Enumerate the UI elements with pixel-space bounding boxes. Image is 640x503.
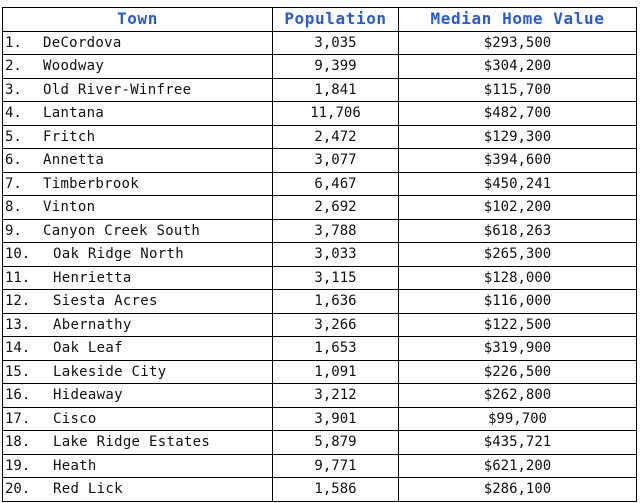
population-cell: 1,091 [273,360,399,384]
row-index: 6. [5,152,22,169]
table-row [3,196,637,220]
header-median-home-value: Median Home Value [399,8,637,32]
town-name: Canyon Creek South [43,222,201,239]
town-name: DeCordova [43,34,122,51]
table-header-row [3,8,637,32]
town-cell [3,478,273,502]
population-cell: 9,399 [273,55,399,79]
row-index: 13. [5,316,31,333]
population-cell: 1,586 [273,478,399,502]
town-name: Henrietta [53,269,132,286]
town-name: Fritch [43,128,96,145]
town-cell [3,196,273,220]
row-index: 16. [5,387,31,404]
town-cell [3,219,273,243]
town-cell [3,337,273,361]
town-name: Heath [53,457,97,474]
table-row [3,360,637,384]
population-cell: 9,771 [273,454,399,478]
town-cell [3,313,273,337]
row-index: 11. [5,269,31,286]
town-cell [3,102,273,126]
town-cell [3,55,273,79]
population-cell: 3,077 [273,149,399,173]
town-name: Vinton [43,199,96,216]
table-row [3,55,637,79]
table-row [3,337,637,361]
town-cell [3,31,273,55]
median-home-value-cell: $621,200 [399,454,637,478]
median-home-value-cell: $286,100 [399,478,637,502]
row-index: 10. [5,246,31,263]
population-cell: 2,472 [273,125,399,149]
table-row [3,290,637,314]
median-home-value-cell: $226,500 [399,360,637,384]
population-cell: 6,467 [273,172,399,196]
town-cell [3,266,273,290]
median-home-value-cell: $293,500 [399,31,637,55]
row-index: 1. [5,34,22,51]
population-cell: 5,879 [273,431,399,455]
median-home-value-cell: $102,200 [399,196,637,220]
table-row [3,219,637,243]
row-index: 2. [5,58,22,75]
median-home-value-cell: $304,200 [399,55,637,79]
table-row [3,478,637,502]
row-index: 8. [5,199,22,216]
table-row [3,125,637,149]
table-row [3,31,637,55]
row-index: 7. [5,175,22,192]
town-name: Lake Ridge Estates [53,434,211,451]
table-row [3,243,637,267]
town-name: Woodway [43,58,105,75]
row-index: 17. [5,410,31,427]
table-row [3,149,637,173]
town-cell [3,149,273,173]
median-home-value-cell: $450,241 [399,172,637,196]
table-row [3,454,637,478]
town-name: Hideaway [53,387,123,404]
row-index: 14. [5,340,31,357]
row-index: 12. [5,293,31,310]
median-home-value-cell: $262,800 [399,384,637,408]
median-home-value-cell: $128,000 [399,266,637,290]
town-name: Cisco [53,410,97,427]
town-cell [3,454,273,478]
population-cell: 1,653 [273,337,399,361]
median-home-value-cell: $265,300 [399,243,637,267]
town-name: Abernathy [53,316,132,333]
town-name: Old River-Winfree [43,81,192,98]
median-home-value-cell: $394,600 [399,149,637,173]
town-name: Oak Ridge North [53,246,184,263]
population-cell: 3,115 [273,266,399,290]
town-cell [3,125,273,149]
population-cell: 3,788 [273,219,399,243]
row-index: 4. [5,105,22,122]
town-name: Timberbrook [43,175,140,192]
population-cell: 11,706 [273,102,399,126]
table-row [3,102,637,126]
row-index: 20. [5,481,31,498]
town-name: Lantana [43,105,105,122]
town-name: Lakeside City [53,363,167,380]
row-index: 19. [5,457,31,474]
median-home-value-cell: $115,700 [399,78,637,102]
town-cell [3,384,273,408]
town-cell [3,243,273,267]
table-body [3,31,637,501]
median-home-value-cell: $99,700 [399,407,637,431]
median-home-value-cell: $319,900 [399,337,637,361]
population-cell: 3,035 [273,31,399,55]
town-cell [3,290,273,314]
town-cell [3,431,273,455]
population-cell: 1,841 [273,78,399,102]
median-home-value-cell: $618,263 [399,219,637,243]
table-row [3,384,637,408]
median-home-value-cell: $129,300 [399,125,637,149]
table-row [3,313,637,337]
row-index: 5. [5,128,22,145]
median-home-value-cell: $482,700 [399,102,637,126]
table-row [3,431,637,455]
header-town: Town [3,8,273,32]
median-home-value-cell: $435,721 [399,431,637,455]
town-name: Siesta Acres [53,293,158,310]
row-index: 9. [5,222,22,239]
town-name: Annetta [43,152,105,169]
row-index: 15. [5,363,31,380]
population-cell: 3,266 [273,313,399,337]
table-row [3,407,637,431]
towns-table-container [2,7,636,502]
median-home-value-cell: $116,000 [399,290,637,314]
population-cell: 3,212 [273,384,399,408]
town-cell [3,78,273,102]
row-index: 18. [5,434,31,451]
population-cell: 3,033 [273,243,399,267]
population-cell: 2,692 [273,196,399,220]
median-home-value-cell: $122,500 [399,313,637,337]
table-row [3,78,637,102]
table-row [3,172,637,196]
population-cell: 1,636 [273,290,399,314]
town-name: Red Lick [53,481,123,498]
town-cell [3,360,273,384]
town-cell [3,407,273,431]
row-index: 3. [5,81,22,98]
population-cell: 3,901 [273,407,399,431]
header-population: Population [273,8,399,32]
table-row [3,266,637,290]
towns-table [2,7,637,502]
town-cell [3,172,273,196]
town-name: Oak Leaf [53,340,123,357]
